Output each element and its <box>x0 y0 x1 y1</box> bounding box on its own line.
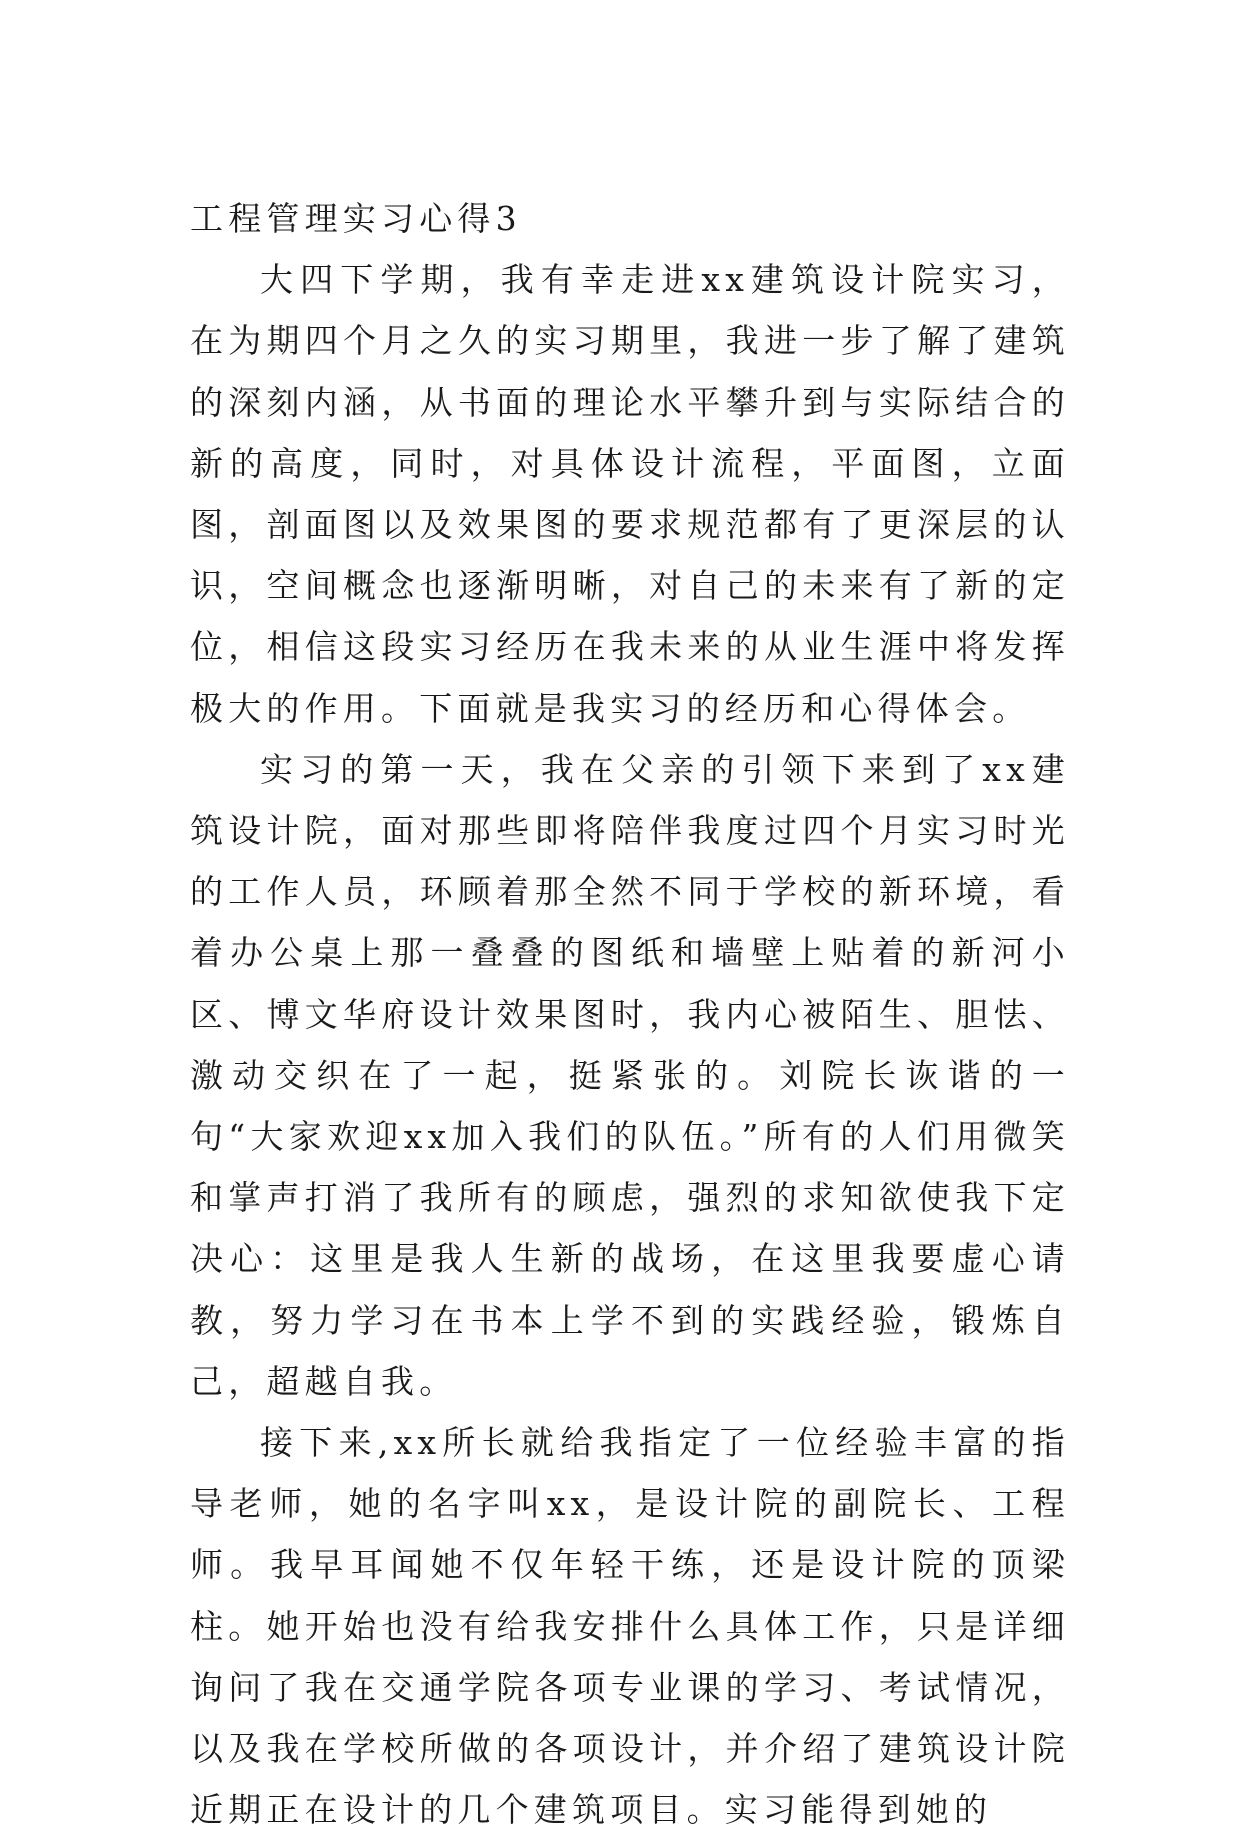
paragraph-2: 实习的第一天，我在父亲的引领下来到了xx建筑设计院，面对那些即将陪伴我度过四个月实习时光的工作人员，环顾着那全然不同于学校的新环境，看着办公桌上那一叠叠的图纸和墙壁上贴着的新河小区、博文华府设计效果图时，我内心被陌生、胆怯、激动交织在了一起，挺紧张的。刘院长诙谐的一句“大家欢迎xx加入我们的队伍。”所有的人们用微笑和掌声打消了我所有的顾虑，强烈的求知欲使我下定决心：这里是我人生新的战场，在这里我要虚心请教，努力学习在书本上学不到的实践经验，锻炼自己，超越自我。 <box>190 749 1070 1401</box>
paragraph-1: 大四下学期，我有幸走进xx建筑设计院实习，在为期四个月之久的实习期里，我进一步了解了建筑的深刻内涵，从书面的理论水平攀升到与实际结合的新的高度，同时，对具体设计流程，平面图，立面图，剖面图以及效果图的要求规范都有了更深层的认识，空间概念也逐渐明晰，对自己的未来有了新的定位，相信这段实习经历在我未来的从业生涯中将发挥极大的作用。下面就是我实习的经历和心得体会。 <box>190 260 1070 728</box>
paragraph-3: 接下来,xx所长就给我指定了一位经验丰富的指导老师，她的名字叫xx，是设计院的副院长、工程师。我早耳闻她不仅年轻干练，还是设计院的顶梁柱。她开始也没有给我安排什么具体工作，只是详细询问了我在交通学院各项专业课的学习、考试情况，以及我在学校所做的各项设计，并介绍了建筑设计院近期正在设计的几个建筑项目。实习能得到她的 <box>190 1423 1070 1830</box>
document-body <box>190 188 1070 1840</box>
document-title: 工程管理实习心得3 <box>190 199 522 238</box>
